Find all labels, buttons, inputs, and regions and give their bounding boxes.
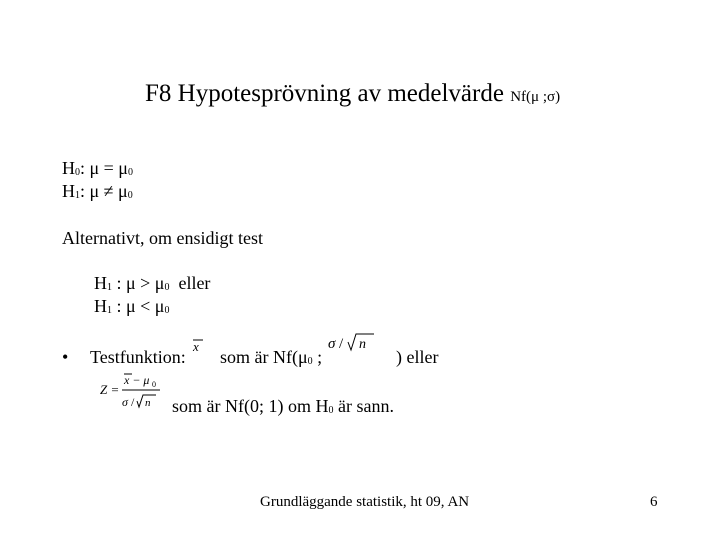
title-distribution: Nf(μ ;σ): [510, 89, 561, 105]
xbar-formula: [190, 336, 210, 356]
bullet-dot: •: [62, 347, 69, 367]
svg-text:/: /: [339, 336, 344, 352]
one-sided-greater: $H_1$ : $\mu > \mu_0$ eller: [94, 273, 211, 293]
slide-title: [145, 80, 560, 108]
testfunktion-end: ) eller: [396, 347, 439, 367]
testfunktion-label: Testfunktion:: [90, 347, 186, 367]
page-number: 6: [650, 494, 658, 510]
svg-text:σ: σ: [122, 395, 128, 409]
testfunktion-distribution: som är $Nf(\mu_0$ ;: [220, 347, 323, 367]
hypothesis-h0: $H_0$: $\mu = \mu_0$: [62, 158, 133, 178]
svg-text:x − μ: x − μ: [124, 373, 150, 387]
title-main: F8 Hypotesprövning av medelvärde: [145, 80, 504, 107]
svg-text:n: n: [359, 337, 366, 352]
svg-text:n: n: [145, 397, 151, 409]
sigma-sqrt-n-formula: [326, 330, 378, 356]
z-distribution-text: som är Nf(0; 1) om $H_0$ är sann.: [172, 396, 394, 416]
svg-text:0: 0: [152, 380, 156, 389]
xbar-symbol: x: [193, 339, 199, 354]
svg-text:/: /: [131, 395, 135, 409]
alternative-heading: Alternativt, om ensidigt test: [62, 228, 263, 248]
svg-text:σ: σ: [328, 336, 336, 352]
one-sided-less: $H_1$ : $\mu < \mu_0$: [94, 296, 170, 316]
z-formula: [100, 368, 164, 412]
footer-text: Grundläggande statistik, ht 09, AN: [260, 494, 470, 510]
svg-text:Z =: Z =: [100, 382, 120, 397]
hypothesis-h1: $H_1$: $\mu \ne \mu_0$: [62, 181, 133, 201]
